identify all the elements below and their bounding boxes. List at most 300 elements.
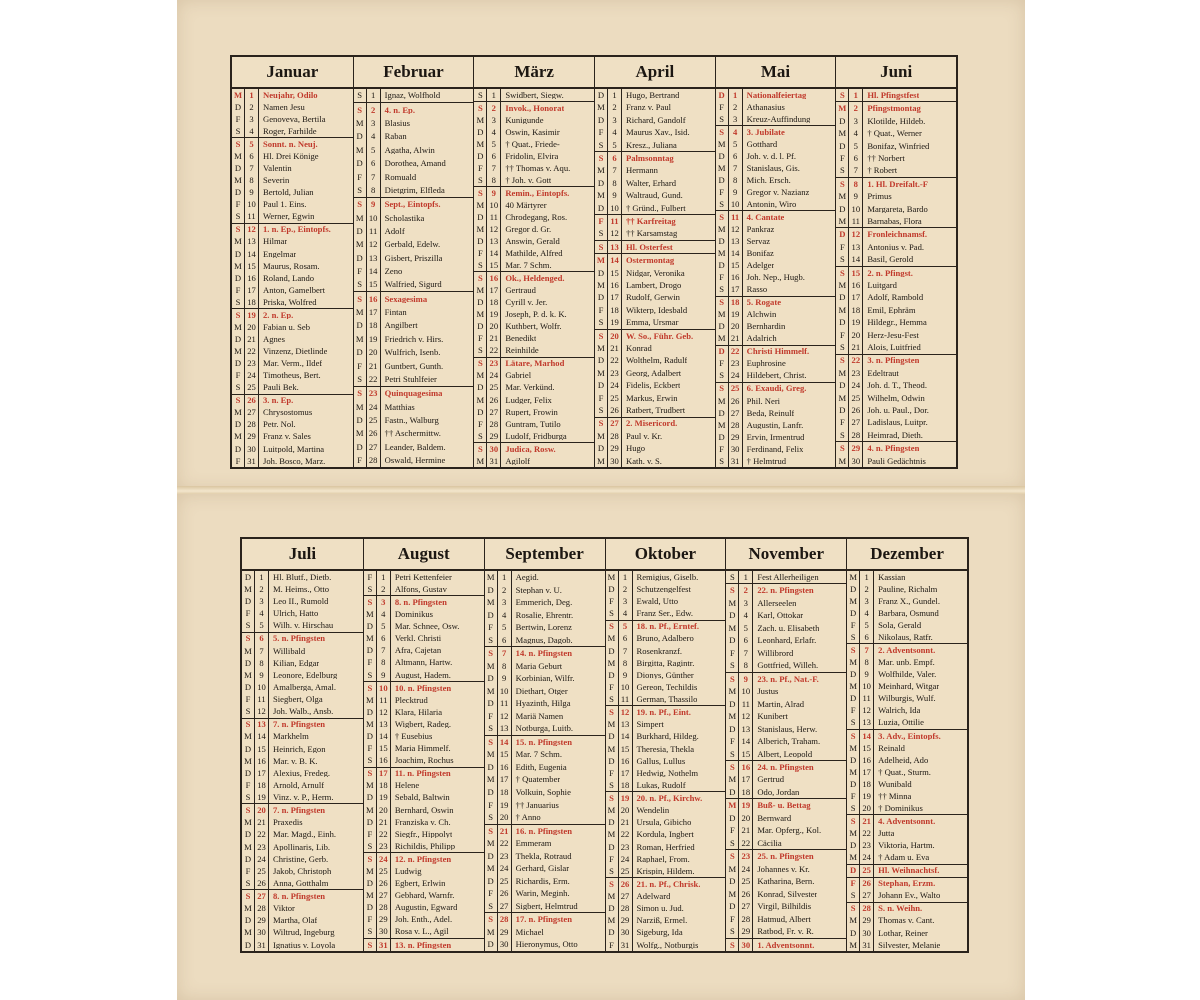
- day-number: 11: [497, 697, 512, 710]
- day-row: [474, 382, 594, 394]
- weekday-letter: S: [609, 793, 614, 804]
- day-number: 26: [607, 404, 622, 416]
- day-row: [242, 669, 363, 681]
- saint-name: Silvester, Melanie: [878, 940, 941, 950]
- weekday-letter: S: [488, 812, 494, 823]
- day-row: [485, 824, 605, 838]
- saint-name: Walrich, Ida: [878, 706, 921, 716]
- day-number: 17: [848, 292, 863, 304]
- weekday-letter: M: [728, 774, 737, 785]
- weekday-letter: D: [718, 431, 725, 442]
- day-number: 19: [254, 791, 269, 803]
- day-number: 21: [607, 342, 622, 354]
- saint-name: 19. n. Pf., Eint.: [636, 708, 691, 717]
- weekday-letter: F: [477, 162, 483, 173]
- day-row: [364, 816, 484, 828]
- day-row: [474, 247, 594, 259]
- weekday-letter: D: [729, 698, 736, 709]
- day-row: [606, 829, 726, 841]
- saint-name: Barnabas, Flora: [867, 216, 922, 226]
- saint-name: Mar. v. B. K.: [273, 756, 318, 766]
- day-number: 26: [376, 877, 391, 889]
- weekday-letter: F: [719, 358, 725, 369]
- weekday-letter: M: [838, 392, 847, 403]
- saint-name: Rosenkranzf.: [636, 646, 683, 656]
- day-number: 13: [848, 241, 863, 253]
- day-row: [726, 938, 846, 951]
- day-number: 23: [366, 387, 381, 400]
- day-row: [726, 875, 846, 887]
- day-number: 1: [486, 89, 501, 101]
- day-number: 25: [486, 382, 501, 394]
- saint-name: 3. n. Ep.: [263, 396, 294, 405]
- day-row: [716, 247, 836, 259]
- weekday-letter: M: [597, 190, 605, 201]
- saint-name: Siegfr., Hippolyt: [394, 829, 453, 839]
- day-row: [595, 316, 715, 328]
- saint-name: Arnold, Arnulf: [273, 780, 325, 790]
- day-number: 26: [244, 395, 259, 407]
- day-row: [595, 164, 715, 176]
- month-title: März: [474, 57, 594, 89]
- weekday-letter: D: [487, 939, 494, 950]
- day-row: [242, 583, 363, 595]
- day-number: 25: [244, 382, 259, 394]
- weekday-letter: M: [597, 430, 605, 441]
- day-number: 1: [244, 89, 259, 101]
- day-row: [716, 259, 836, 271]
- weekday-letter: M: [234, 407, 242, 418]
- weekday-letter: D: [244, 915, 252, 926]
- weekday-letter: S: [729, 851, 735, 862]
- day-row: [606, 719, 726, 731]
- day-number: 28: [254, 902, 269, 914]
- day-row: [595, 253, 715, 266]
- day-number: 6: [859, 631, 874, 643]
- day-row: [242, 853, 363, 865]
- weekday-letter: S: [598, 228, 604, 239]
- day-number: 4: [859, 607, 874, 619]
- day-number: 19: [244, 309, 259, 321]
- saint-name: Maurus Xav., Isid.: [625, 128, 690, 137]
- day-row: [354, 211, 474, 224]
- day-row: [474, 101, 594, 114]
- saint-name: Joh. u. Paul., Dor.: [867, 406, 929, 415]
- day-row: [716, 271, 836, 283]
- weekday-letter: M: [366, 633, 374, 644]
- weekday-letter: F: [609, 681, 614, 692]
- saint-name: Buß- u. Bettag: [757, 801, 811, 810]
- weekday-letter: S: [477, 430, 483, 441]
- day-number: 16: [859, 754, 874, 766]
- saint-name: 1. Adventsonnt.: [757, 940, 815, 950]
- weekday-letter: M: [234, 151, 242, 162]
- saint-name: Mar. Opferg., Kol.: [757, 826, 822, 835]
- day-number: 18: [848, 304, 863, 316]
- day-number: 2: [366, 103, 381, 116]
- weekday-letter: S: [477, 174, 483, 185]
- weekday-letter: S: [488, 648, 494, 659]
- day-number: 10: [497, 685, 512, 698]
- day-row: [485, 887, 605, 900]
- weekday-letter: S: [367, 853, 373, 864]
- weekday-letter: S: [235, 296, 241, 307]
- day-row: [606, 779, 726, 791]
- saint-name: Martin, Alrad: [757, 699, 805, 709]
- weekday-letter: S: [850, 802, 856, 813]
- day-row: [354, 117, 474, 130]
- weekday-letter: M: [244, 927, 252, 938]
- weekday-letter: D: [366, 730, 373, 741]
- day-row: [485, 571, 605, 584]
- day-row: [485, 748, 605, 761]
- day-list: [485, 571, 605, 951]
- day-number: 8: [366, 184, 381, 197]
- day-row: [847, 802, 967, 814]
- weekday-letter: M: [607, 719, 616, 730]
- day-number: 10: [244, 199, 259, 211]
- saint-name: Paul 1. Eins.: [263, 200, 307, 209]
- day-list: [595, 89, 715, 467]
- saint-name: 6. Exaudi, Greg.: [746, 384, 807, 394]
- day-number: 1: [738, 571, 753, 583]
- weekday-letter: F: [850, 790, 856, 801]
- day-row: [242, 877, 363, 889]
- weekday-letter: M: [849, 828, 857, 839]
- day-row: [354, 359, 474, 372]
- day-row: [232, 345, 353, 357]
- weekday-letter: D: [477, 236, 484, 247]
- day-number: 10: [486, 199, 501, 211]
- saint-name: Luitpold, Martina: [263, 444, 325, 454]
- saint-name: Leo II., Rumold: [273, 597, 329, 606]
- day-number: 27: [728, 407, 743, 419]
- day-row: [716, 455, 836, 467]
- saint-name: Gottfried, Willeh.: [757, 661, 819, 670]
- weekday-letter: S: [839, 178, 845, 189]
- saint-name: Petr. Nol.: [263, 420, 296, 430]
- weekday-letter: M: [849, 939, 857, 950]
- day-row: [364, 730, 484, 742]
- saint-name: Adelger: [746, 261, 775, 270]
- day-row: [726, 812, 846, 824]
- day-row: [726, 900, 846, 912]
- saint-name: Remigius, Giselb.: [636, 572, 699, 582]
- day-number: 28: [859, 903, 874, 915]
- day-row: [232, 113, 353, 125]
- day-row: [716, 309, 836, 321]
- weekday-letter: S: [367, 768, 373, 779]
- saint-name: Angilbert: [384, 321, 418, 331]
- day-number: 3: [244, 113, 259, 125]
- saint-name: Wolfhilde, Valer.: [878, 670, 937, 679]
- day-number: 23: [497, 850, 512, 863]
- saint-name: †† Norbert: [867, 153, 905, 163]
- weekday-letter: D: [366, 645, 373, 656]
- weekday-letter: S: [235, 309, 241, 320]
- day-number: 3: [859, 595, 874, 607]
- weekday-letter: F: [477, 333, 483, 344]
- weekday-letter: D: [366, 902, 373, 913]
- day-row: [354, 278, 474, 291]
- weekday-letter: M: [233, 89, 243, 100]
- saint-name: 8. n. Pfingsten: [394, 597, 447, 607]
- weekday-letter: M: [244, 583, 252, 594]
- saint-name: Mar. 7 Schm.: [515, 750, 562, 759]
- day-number: 23: [728, 358, 743, 370]
- day-number: 29: [497, 926, 512, 939]
- day-row: [606, 791, 726, 804]
- weekday-letter: D: [244, 743, 252, 754]
- day-number: 17: [738, 774, 753, 786]
- day-number: 16: [366, 292, 381, 305]
- day-row: [606, 841, 726, 853]
- day-row: [364, 657, 484, 669]
- weekday-letter: S: [357, 199, 363, 210]
- saint-name: † Quat., Friede-: [505, 139, 560, 149]
- weekday-letter: S: [235, 138, 241, 149]
- saint-name: Kreuz-Auffindung: [746, 114, 811, 124]
- day-row: [847, 766, 967, 778]
- weekday-letter: D: [234, 333, 242, 344]
- day-number: 29: [738, 925, 753, 937]
- weekday-letter: F: [357, 360, 363, 371]
- weekday-letter: S: [839, 254, 845, 265]
- day-row: [354, 386, 474, 400]
- saint-name: 5. Rogate: [746, 298, 782, 307]
- weekday-letter: S: [367, 840, 373, 851]
- saint-name: Oswald, Hermine: [384, 456, 446, 465]
- weekday-letter: M: [728, 597, 737, 608]
- weekday-letter: M: [244, 669, 252, 680]
- weekday-letter: M: [607, 805, 616, 816]
- saint-name: Emmerich, Deg.: [515, 598, 573, 607]
- day-row: [242, 657, 363, 669]
- saint-name: Lukas, Rudolf: [636, 780, 686, 790]
- day-row: [242, 927, 363, 939]
- weekday-letter: M: [476, 309, 485, 320]
- day-row: [836, 329, 956, 341]
- day-row: [232, 199, 353, 211]
- weekday-letter: M: [607, 571, 616, 582]
- day-number: 28: [497, 913, 512, 926]
- saint-name: Joh. Walb., Ansb.: [273, 707, 334, 716]
- day-row: [354, 170, 474, 183]
- saint-name: Rudolf, Gerwin: [625, 293, 680, 302]
- saint-name: Pauli Bek.: [263, 383, 299, 392]
- day-number: 7: [848, 164, 863, 176]
- weekday-letter: M: [728, 800, 737, 811]
- day-number: 6: [728, 150, 743, 162]
- day-row: [606, 620, 726, 633]
- day-row: [354, 130, 474, 143]
- day-row: [485, 672, 605, 685]
- day-number: 10: [848, 203, 863, 215]
- day-number: 27: [618, 890, 633, 902]
- day-row: [364, 852, 484, 865]
- day-row: [242, 681, 363, 693]
- day-row: [232, 260, 353, 272]
- day-row: [836, 316, 956, 328]
- day-number: 12: [738, 710, 753, 722]
- day-number: 19: [848, 316, 863, 328]
- weekday-letter: D: [850, 840, 857, 851]
- saint-name: Dominikus: [394, 610, 434, 619]
- day-row: [485, 609, 605, 622]
- saint-name: Luitgard: [867, 281, 897, 290]
- saint-name: Vinzenz, Dietlinde: [263, 347, 328, 356]
- day-row: [726, 597, 846, 609]
- month-title: Mai: [716, 57, 836, 89]
- day-number: 13: [607, 241, 622, 253]
- day-number: 1: [848, 89, 863, 101]
- day-row: [716, 419, 836, 431]
- day-number: 16: [728, 271, 743, 283]
- weekday-letter: S: [719, 126, 725, 137]
- saint-name: Konrad: [625, 344, 652, 353]
- weekday-letter: S: [245, 706, 251, 717]
- saint-name: Antonin, Wiro: [746, 200, 797, 209]
- weekday-letter: M: [234, 431, 242, 442]
- weekday-letter: M: [234, 321, 242, 332]
- day-number: 29: [244, 431, 259, 443]
- saint-name: Namen Jesu: [263, 102, 305, 112]
- weekday-letter: M: [717, 248, 726, 259]
- day-row: [474, 174, 594, 186]
- month-column: [484, 539, 605, 951]
- weekday-letter: D: [839, 203, 846, 214]
- saint-name: Hilmar: [263, 237, 288, 247]
- day-row: [364, 669, 484, 681]
- day-row: [485, 722, 605, 735]
- day-row: [242, 693, 363, 705]
- day-number: 22: [738, 837, 753, 849]
- day-row: [595, 126, 715, 138]
- weekday-letter: S: [839, 89, 845, 100]
- day-row: [242, 779, 363, 791]
- day-list: [474, 89, 594, 467]
- saint-name: Barbara, Osmund: [878, 608, 939, 618]
- day-number: 3: [848, 115, 863, 127]
- day-row: [726, 837, 846, 849]
- weekday-letter: D: [366, 621, 373, 632]
- day-row: [726, 647, 846, 659]
- day-row: [242, 767, 363, 779]
- weekday-letter: D: [244, 829, 252, 840]
- day-number: 20: [738, 812, 753, 824]
- day-number: 22: [859, 827, 874, 839]
- saint-name: Nidgar, Veronika: [625, 268, 685, 278]
- saint-name: Wunibald: [878, 779, 912, 789]
- saint-name: Reinhilde: [505, 346, 539, 355]
- saint-name: 22. n. Pfingsten: [757, 586, 814, 595]
- saint-name: Wulfrich, Isenb.: [384, 348, 441, 357]
- day-row: [364, 632, 484, 644]
- day-row: [595, 189, 715, 201]
- day-row: [242, 841, 363, 853]
- day-row: [474, 223, 594, 235]
- saint-name: Emil, Ephräm: [867, 305, 916, 315]
- day-row: [474, 455, 594, 467]
- day-row: [595, 404, 715, 416]
- saint-name: Leonore, Edelburg: [273, 670, 338, 680]
- day-number: 10: [738, 685, 753, 697]
- day-number: 10: [618, 681, 633, 693]
- day-number: 25: [254, 865, 269, 877]
- day-row: [595, 455, 715, 467]
- weekday-letter: D: [729, 723, 736, 734]
- weekday-letter: F: [609, 767, 614, 778]
- day-row: [847, 790, 967, 802]
- day-number: 14: [859, 730, 874, 742]
- weekday-letter: F: [245, 865, 251, 876]
- day-number: 19: [618, 792, 633, 804]
- saint-name: Leonhard, Erlafr.: [757, 636, 817, 645]
- weekday-letter: D: [839, 115, 846, 126]
- weekday-letter: M: [717, 419, 726, 430]
- day-number: 14: [254, 731, 269, 743]
- day-row: [836, 152, 956, 164]
- day-number: 4: [618, 607, 633, 619]
- day-row: [606, 804, 726, 816]
- weekday-letter: M: [476, 200, 485, 210]
- day-number: 30: [848, 455, 863, 467]
- day-row: [836, 89, 956, 101]
- saint-name: Thomas v. Cant.: [878, 916, 935, 926]
- saint-name: 20. n. Pf., Kirchw.: [636, 794, 703, 803]
- day-number: 19: [486, 309, 501, 321]
- month-title: August: [364, 539, 484, 571]
- saint-name: Dietgrim, Elfleda: [384, 185, 445, 195]
- day-row: [836, 417, 956, 429]
- day-number: 29: [486, 430, 501, 442]
- day-row: [595, 177, 715, 189]
- weekday-letter: S: [477, 443, 483, 454]
- weekday-letter: F: [729, 913, 735, 924]
- day-number: 16: [254, 755, 269, 767]
- day-row: [354, 346, 474, 359]
- saint-name: Pauli Gedächtnis: [867, 456, 926, 466]
- day-row: [716, 89, 836, 101]
- day-row: [364, 754, 484, 766]
- saint-name: Hatmud, Albert: [757, 914, 811, 924]
- saint-name: 2. n. Ep.: [263, 310, 294, 320]
- day-number: 2: [376, 583, 391, 595]
- day-number: 20: [859, 802, 874, 814]
- day-number: 15: [254, 743, 269, 755]
- saint-name: Franz Ser., Edw.: [636, 609, 693, 618]
- weekday-letter: F: [729, 825, 735, 836]
- day-row: [232, 407, 353, 419]
- weekday-letter: S: [729, 585, 735, 596]
- day-row: [242, 731, 363, 743]
- weekday-letter: F: [719, 443, 725, 454]
- weekday-letter: S: [477, 260, 483, 271]
- weekday-letter: S: [235, 211, 241, 222]
- saint-name: †† Aschermittw.: [384, 429, 441, 438]
- day-number: 6: [607, 152, 622, 164]
- weekday-letter: M: [597, 280, 605, 290]
- weekday-letter: F: [850, 619, 856, 630]
- day-row: [716, 431, 836, 443]
- saint-name: Korbinian, Wilfr.: [515, 674, 575, 683]
- saint-name: Emmeram: [515, 839, 552, 848]
- day-number: 9: [728, 186, 743, 198]
- weekday-letter: M: [476, 285, 485, 296]
- saint-name: Gerbald, Edelw.: [384, 240, 441, 249]
- saint-name: Rosa v. L., Agil: [394, 927, 449, 937]
- day-row: [232, 419, 353, 431]
